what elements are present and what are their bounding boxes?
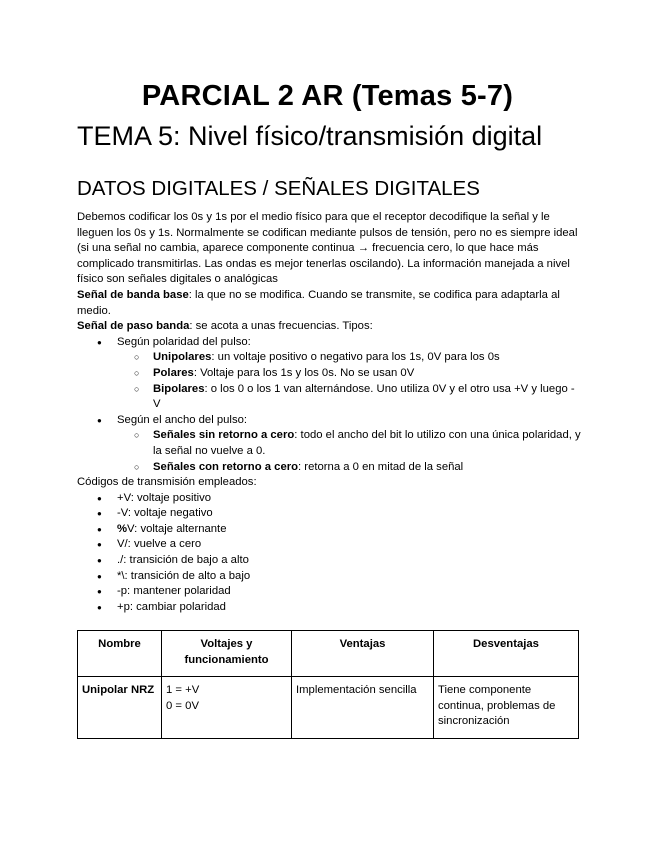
definition: *\: transición de alto a bajo bbox=[117, 569, 251, 582]
definition: : un voltaje positivo o negativo para los 1s, 0V para los 0s bbox=[211, 351, 500, 364]
definition: ./: transición de bajo a alto bbox=[117, 554, 249, 567]
cell-advantages: Implementación sencilla bbox=[292, 677, 434, 739]
definition: : retorna a 0 en mitad de la señal bbox=[298, 460, 464, 473]
definition: V/: vuelve a cero bbox=[117, 538, 202, 551]
codes-list bbox=[77, 491, 581, 616]
list-item bbox=[77, 537, 581, 553]
cell-voltages bbox=[162, 677, 292, 739]
list-item bbox=[77, 569, 581, 585]
list-item-label: Según polaridad del pulso: bbox=[117, 335, 251, 348]
term: Unipolares bbox=[153, 351, 212, 364]
voltage-line: 1 = +V bbox=[166, 684, 200, 696]
subsection-heading: DATOS DIGITALES / SEÑALES DIGITALES bbox=[77, 177, 480, 200]
encoding-table bbox=[77, 630, 579, 739]
definition: -V: voltaje negativo bbox=[117, 507, 213, 520]
list-item bbox=[117, 460, 581, 476]
codes-intro: Códigos de transmisión empleados: bbox=[77, 476, 257, 489]
list-item bbox=[117, 366, 581, 382]
table-row bbox=[78, 677, 579, 739]
definition: : o los 0 o los 1 van alternándose. Uno utiliza 0V y el otro usa +V y luego -V bbox=[153, 382, 575, 411]
document-body bbox=[77, 210, 581, 615]
baseband-term: Señal de banda base bbox=[77, 288, 189, 301]
baseband-text: : la que no se modifica. Cuando se transmite, se codifica para adaptarla al medio. bbox=[77, 288, 560, 317]
intro-paragraph: Debemos codificar los 0s y 1s por el medio físico para que el receptor decodifique la señal y le lleguen los 0s y 1s. Normalmente se codifican mediante pulsos de tensión, pero no es siempre ideal (si una señal no cambia, aparece componente continua → frecuencia cero, lo que hace más complicado transmitirlas. Las ondas es mejor tenerlas oscilando). La información manejada a nivel físico son señales digitales o analógicas bbox=[77, 211, 578, 286]
term: Señales sin retorno a cero bbox=[153, 429, 295, 442]
list-item bbox=[77, 506, 581, 522]
column-header: Ventajas bbox=[292, 631, 434, 677]
passband-term: Señal de paso banda bbox=[77, 320, 190, 333]
list-item bbox=[117, 428, 581, 459]
passband-definition bbox=[77, 319, 581, 335]
document-title: PARCIAL 2 AR (Temas 5-7) bbox=[141, 80, 514, 112]
list-item bbox=[77, 335, 581, 413]
term: Polares bbox=[153, 366, 194, 379]
polarity-sublist bbox=[117, 350, 581, 412]
voltage-line: 0 = 0V bbox=[166, 699, 199, 712]
column-header: Voltajes y funcionamiento bbox=[162, 631, 292, 677]
list-item bbox=[117, 382, 581, 413]
list-item-label: Según el ancho del pulso: bbox=[117, 413, 248, 426]
cell-name: Unipolar NRZ bbox=[78, 677, 162, 739]
definition: +p: cambiar polaridad bbox=[117, 600, 226, 613]
list-item bbox=[77, 491, 581, 507]
list-item bbox=[117, 350, 581, 366]
width-sublist bbox=[117, 428, 581, 475]
term: Bipolares bbox=[153, 382, 205, 395]
section-heading: TEMA 5: Nivel físico/transmisión digital bbox=[77, 121, 543, 151]
list-item bbox=[77, 600, 581, 616]
signal-types-list bbox=[77, 335, 581, 475]
column-header: Desventajas bbox=[434, 631, 579, 677]
term: Señales con retorno a cero bbox=[153, 460, 299, 473]
column-header: Nombre bbox=[78, 631, 162, 677]
definition: -p: mantener polaridad bbox=[117, 585, 231, 598]
cell-disadvantages: Tiene componente continua, problemas de sincronización bbox=[434, 677, 579, 739]
list-item bbox=[77, 522, 581, 538]
passband-text: : se acota a unas frecuencias. Tipos: bbox=[189, 320, 373, 333]
list-item bbox=[77, 553, 581, 569]
list-item bbox=[77, 584, 581, 600]
table-header-row bbox=[78, 631, 579, 677]
definition: : Voltaje para los 1s y los 0s. No se usan 0V bbox=[193, 366, 415, 379]
term: % bbox=[117, 522, 128, 535]
definition: +V: voltaje positivo bbox=[117, 491, 212, 504]
definition: : todo el ancho del bit lo utilizo con una única polaridad, y la señal no vuelve a 0. bbox=[153, 429, 581, 457]
list-item bbox=[77, 413, 581, 475]
baseband-definition bbox=[77, 288, 581, 319]
definition: V: voltaje alternante bbox=[127, 522, 227, 535]
